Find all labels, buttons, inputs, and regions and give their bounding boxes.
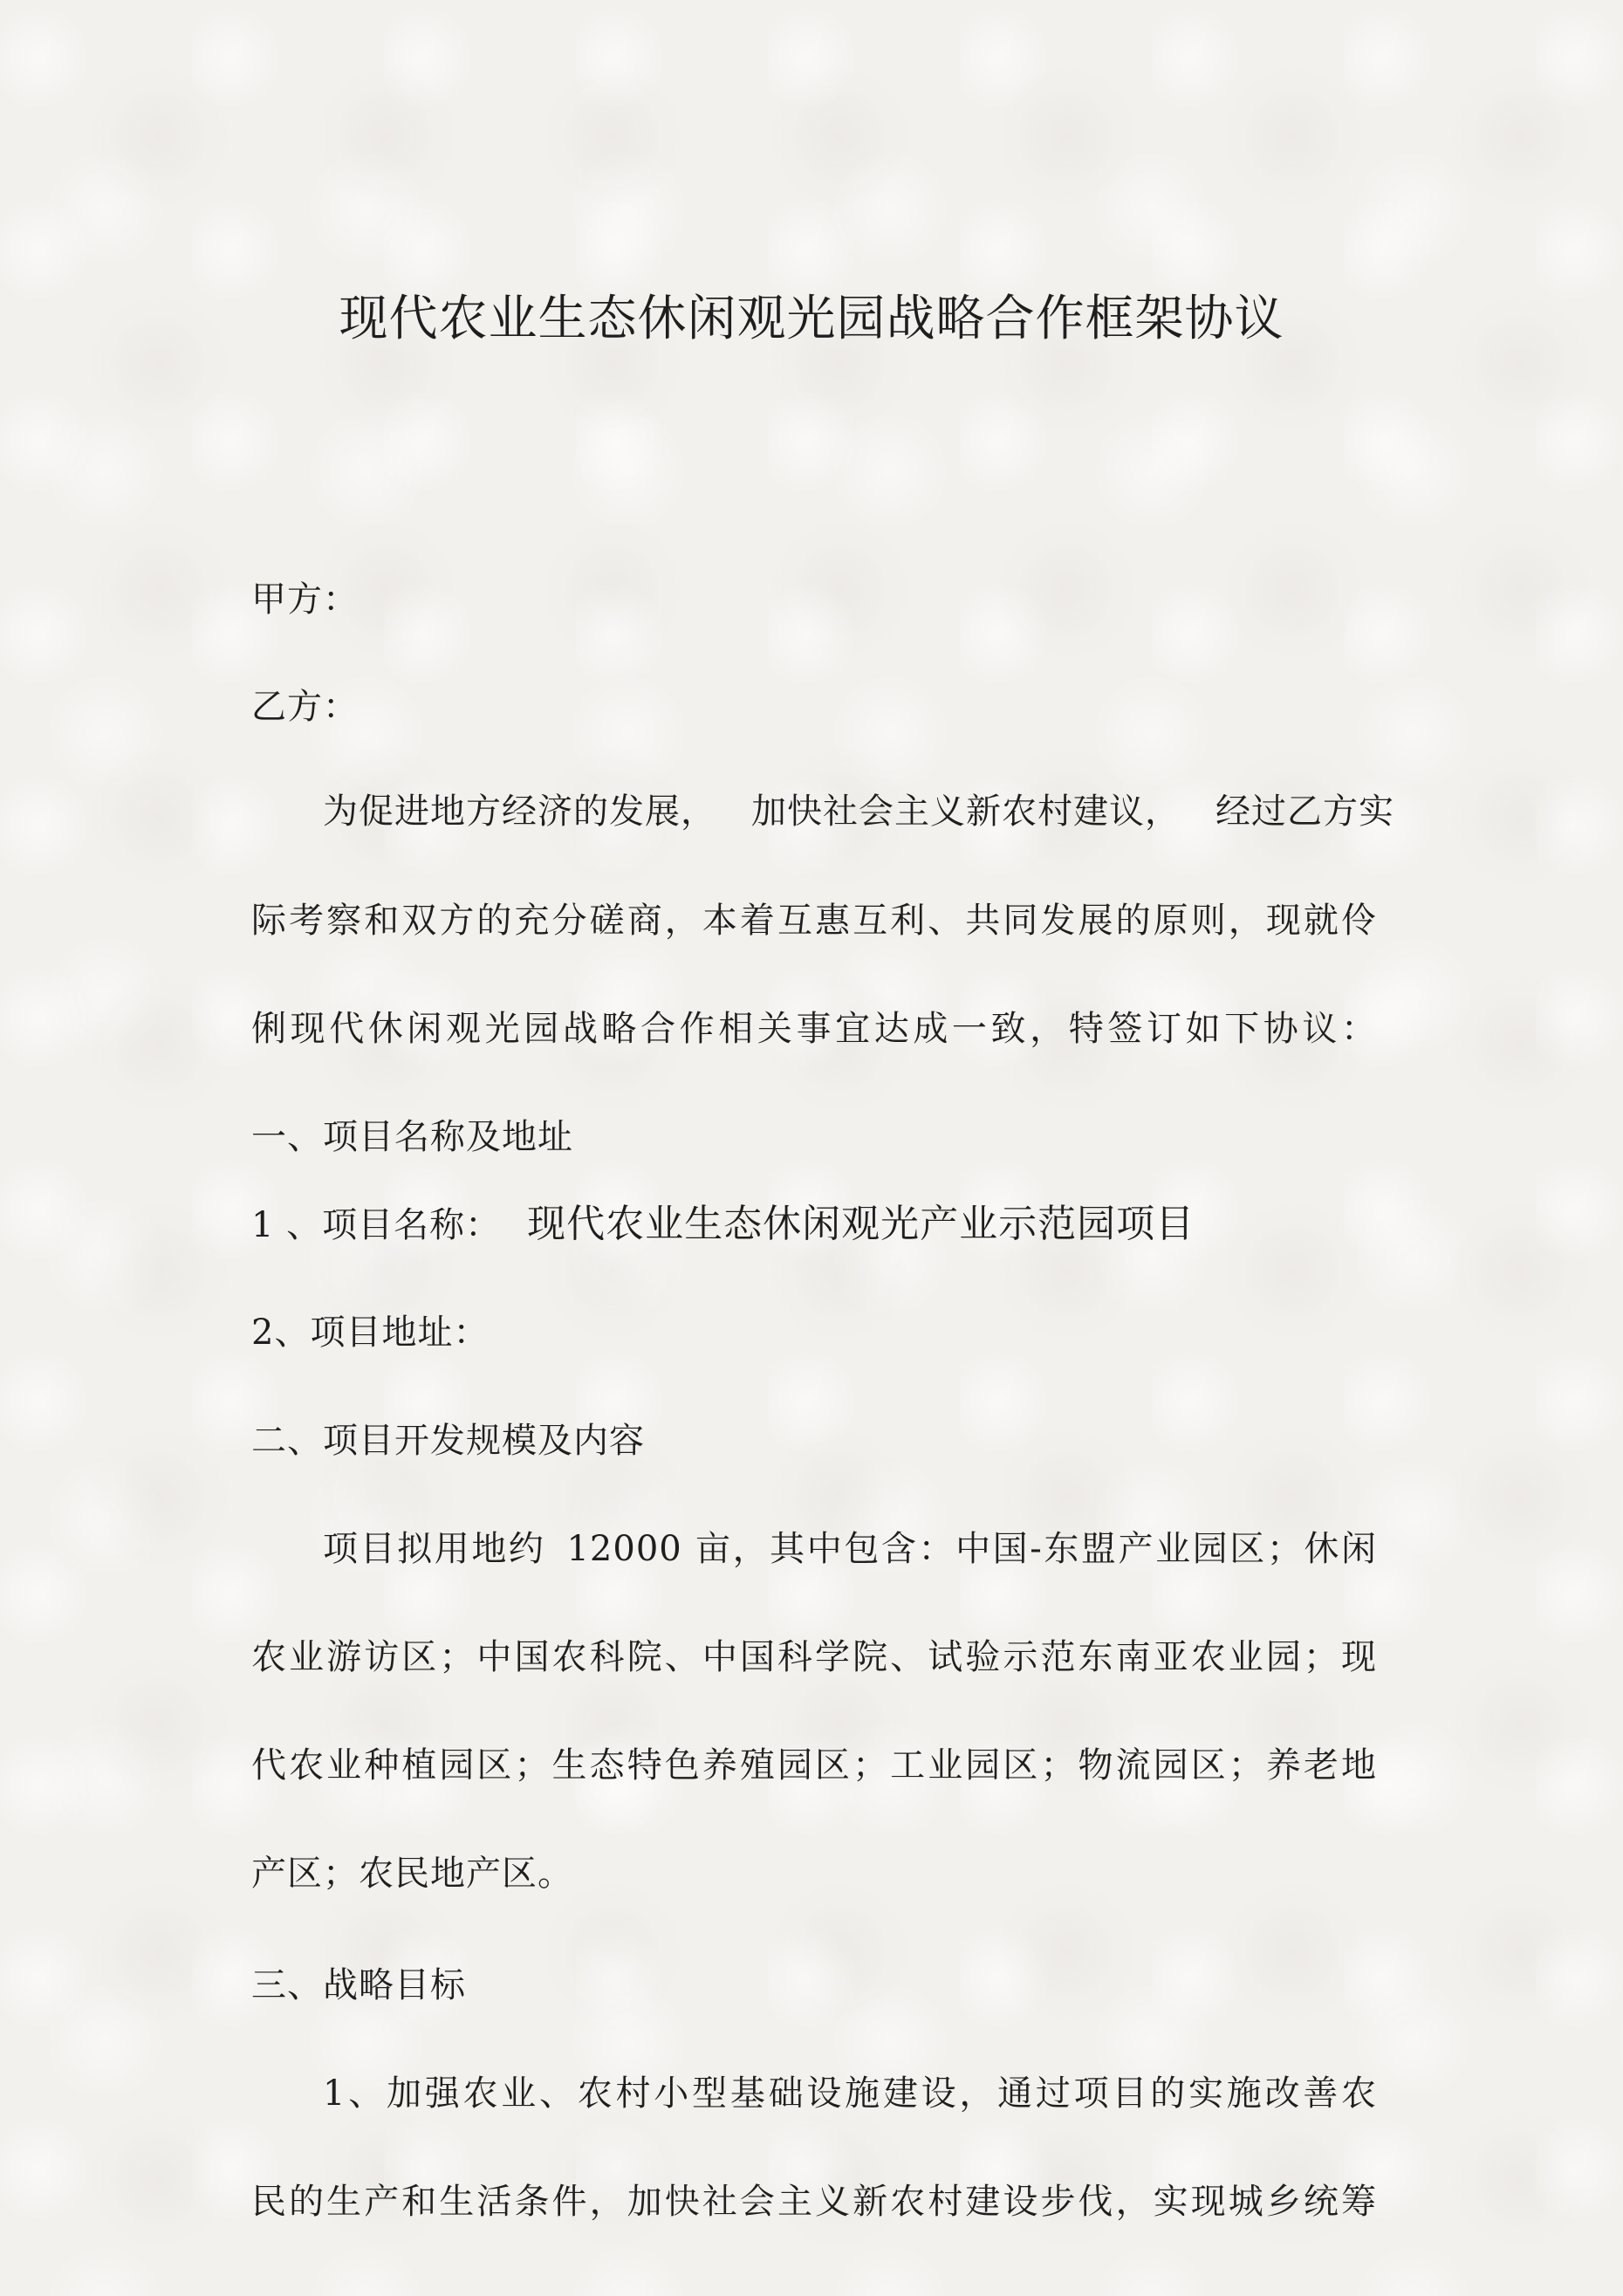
intro-line-2: 际考察和双方的充分磋商，本着互惠互利、共同发展的原则，现就伶 [251, 901, 1377, 941]
intro-line-1-part-1: 为促进地方经济的发展， [323, 792, 716, 832]
section-1-item-2: 2、项目地址： [251, 1312, 490, 1353]
intro-line-3: 俐现代休闲观光园战略合作相关事宜达成一致，特签订如下协议： [251, 1009, 1377, 1049]
intro-line-1-part-2: 加快社会主义新农村建议， [751, 792, 1181, 832]
section-2-line-1-part-2: 12000 亩，其中包含：中国-东盟产业园区；休闲 [566, 1529, 1377, 1569]
section-1-item-1-value: 现代农业生态休闲观光产业示范园项目 [527, 1202, 1195, 1246]
section-2-line-4: 产区；农民地产区。 [251, 1854, 573, 1894]
section-3-heading: 三、战略目标 [251, 1965, 466, 2005]
intro-line-1-part-3: 经过乙方实 [1216, 792, 1394, 832]
section-3-line-2: 民的生产和生活条件，加快社会主义新农村建设步伐，实现城乡统筹 [251, 2182, 1377, 2222]
intro-line-1 [323, 785, 1394, 839]
section-2-line-1-part-1: 项目拟用地约 [323, 1529, 546, 1569]
section-2-line-1 [323, 1522, 1377, 1576]
section-1-item-1-label: 1 、项目名称： [251, 1205, 502, 1245]
party-b-label: 乙方： [251, 687, 359, 727]
document-title: 现代农业生态休闲观光园战略合作框架协议 [339, 291, 1284, 347]
section-1-item-1 [251, 1197, 1195, 1252]
section-2-line-3: 代农业种植园区；生态特色养殖园区；工业园区；物流园区；养老地 [251, 1745, 1377, 1785]
section-2-line-2: 农业游访区；中国农科院、中国科学院、试验示范东南亚农业园；现 [251, 1637, 1377, 1677]
party-a-label: 甲方： [251, 579, 359, 620]
section-1-heading: 一、项目名称及地址 [251, 1117, 573, 1157]
section-3-line-1: 1、加强农业、农村小型基础设施建设，通过项目的实施改善农 [323, 2073, 1377, 2114]
section-2-heading: 二、项目开发规模及内容 [251, 1421, 645, 1461]
